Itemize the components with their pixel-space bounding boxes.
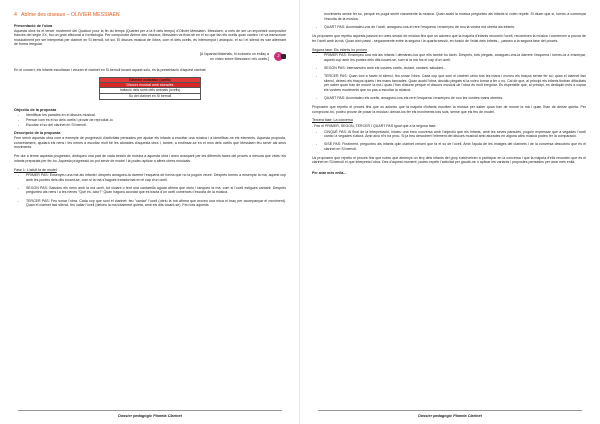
- proposem2-text: Proposem que repetiu el procés fins que us adoneu que la majoria d'infants escolten la música per saber quan han de moure la mà i quan l'han de deixar quieta. Per comprovar-ho, podeu provar de posar la música i deixar-los fer els moviments tots sols, sense que els feu de model.: [312, 105, 586, 114]
- right-page: [300, 0, 600, 424]
- video-reference: [14, 51, 286, 62]
- list-item: - TERCER PAS: Quan toni a haver-hi silenci, feu sonar l'obra. Cada cop que soni el clarinet obriu tots les mans i moveu els braços sense fer so; quan el clarinet faci silenci, deixeu els braços quiets i les mans tancades. Quan acabi l'obra, decidiu plegats si la voleu tornar a fer o no. Cal dir que, al principi els infants tindran dificultats per saber quan han de moure la mà i quan l'han d'aturar perquè el discurs musical de l'obra és molt irregular. És esperable que, al principi, es dediquin més a copiar els vostres moviments que no pas a escoltar la música.: [312, 74, 586, 92]
- descripcio-paragraph-1: Fem servir aquesta obra com a exemple de progressió d'activitats pensades per ajudar els infants a escoltar una música i a identificar-ne els elements. Aquesta proposta, concretament, ajudarà els nens i les nenes a escoltar molt bé les aturades d'aquesta obra i, també, a endinsar-se en el món dels ocells que Messiaen féu servir als seus moviments.: [14, 136, 286, 150]
- list-item: - Escoltar el so del clarinet en Si bemoll.: [14, 123, 286, 128]
- fase3-list: [312, 130, 586, 152]
- fase1-list: [14, 173, 286, 207]
- left-footer: Dossier pedagògic Planeta Clarinet: [118, 414, 182, 418]
- video-reference-text: [200, 52, 269, 61]
- fase3-label: Tercera fase: La conversa: [312, 118, 353, 123]
- descripcio-paragraph-2: Per dur a terme aquesta progressió, dediqueu una part de cada sessió de música a aquesta obra i aneu avançant per les diferents fases del procés a mesura que veieu els infants preparats per fer-ho. Aquesta progressió us pot servir de model i la podeu aplicar a altres obres musicals.: [14, 154, 286, 163]
- table-row: Imitació dels sons dels animals (ocells): [100, 88, 200, 93]
- music-video-icon[interactable]: ♪: [273, 51, 286, 62]
- list-item: - Pensar com és el so dels ocells i provar de reproduir-lo.: [14, 118, 286, 123]
- section-title: [14, 12, 286, 18]
- fase2-list: [312, 53, 586, 100]
- video-reference-line1: [A l'apartat Materials, hi trobareu un enllaç a: [199, 52, 269, 57]
- list-item: - QUART PAS: Acomiadeu-vos de l'ocell, amagueu-vos-el rere l'esquena i ensenyeu de nou la vostra mà oberta als infants.: [312, 25, 586, 30]
- per-anar-heading: Per anar més enllà...: [312, 170, 347, 175]
- proposem-text: Us proposem que repetiu aquests passos en unes sessió de música fins que us adoneu que la majoria d'infants reconeix l'ocell, reconeixen la música i comencen a provar de fer l'ocell amb la mà. Quan això passi - seguramente entre la segona i la quarta sessió, en funció de l'edat dels infants -, passeu a la segona fase del procés.: [312, 34, 586, 43]
- concert-text: En el concert, els infants escoltaran i veuran el clarinet en Si bemoll tocant aquest solo, és la presentació d'aquest clarinet.: [14, 68, 207, 73]
- list-item: - SEGON PAS: Intercanvieu amb els vostres ocells, xiulant, cantant, saludant...: [312, 66, 586, 71]
- video-reference-line2: un vídeo sobre Messiaen i els ocells.]: [210, 56, 269, 61]
- list-item: - SEGON PAS: Saludeu els nens amb la mà ocell, tot xiulant o fent una cantarella aguda afirma que obriu i tanqueu la mà, com si l'ocell estigués cantant. Després pregunteu als nens i a les nenes "Què és, això?" Quan hagueu acordat que es tracta d'un ocell comenceu l'escolta de la música.: [14, 186, 286, 195]
- list-item: - PRIMER PAS: Ensenyeu una mà als infants i demaneu-los que ells també ho facin. Després, tots plegats, amagueu-vos-la darrere l'esquena i torneu-la a ensenyar, aquest cop amb les puntes dels dits tocant-se, com si la mà fos el cap d'un ocell.: [312, 53, 586, 62]
- section-number: 4: [14, 12, 17, 18]
- list-item: - CINQUÈ PAS: Al final de la interpretació, inicieu una breu conversa amb l'objectiu que els infants, amb les seves paraules, puguin expressar que a vegades l'ocell canta i a vegades s'atura. Amb això n'hi ha prou. Si ja heu descobert l'element del discurs musical amb aturades en alguna altra música podeu fer la comparació.: [312, 130, 586, 139]
- fase2-label: Segona fase: Els infants ho proven: [312, 47, 368, 52]
- footer-divider: [18, 410, 282, 411]
- section-title-text: Abîme des oiseaux – OLIVIER MESSIAEN: [21, 12, 120, 18]
- right-footer: Dossier pedagògic Planeta Clarinet: [418, 414, 482, 418]
- objectius-heading: Objectiu de la proposta: [14, 107, 57, 112]
- objectius-list: [14, 113, 286, 127]
- table-row: So del clarinet en Si bemoll: [100, 94, 200, 99]
- list-item: - PRIMER PAS: Ensenyeu una mà als infants i després amagueu-la darrere l'esquena de forma que no la puguin veure. Després torneu a ensenyar la mà, aquest cop amb les puntes dels dits tocant-se, com si la mà s'hagués transformat en el cap d'un ocell.: [14, 173, 286, 182]
- list-item: - SISÈ PAS: Finalment, pregunteu als infants quin clarinet creuen que fa el so de l'ocell. Amb l'ajuda de les imatges del clarinets i de la conversa descobriu que és el clarinet en Si bemoll.: [312, 142, 586, 151]
- descripcio-heading: Descripció de la proposta: [14, 131, 61, 136]
- fase1-label: Fase 1: L'adult fa de model: [14, 167, 57, 172]
- table-row: Discurs musical amb aturades: [100, 83, 200, 88]
- presentacio-text: Aquesta obra és el tercer moviment del Quatuor pour la fin du temps (Quartet per a la fi dels temps) d'Olivier Messiaen. Messiaen, a més de ser un important compositor francès del segle XX, fou un gran aficionat a l'ornitologia. Per compondre Abîme des oiseaux, Messiaen va fixar-se en el so que fan els ocells quan canten i el va transcriure musicalment per ser interpretat per clarinet en Si bemoll, tot sol. El discurs musical de l'obra, com el dels ocells, és interromput i anàrquic, el so i el silenci es van alternant de forma irregular.: [14, 28, 286, 47]
- footer-divider-right: [318, 410, 582, 411]
- quart-pas-list: [312, 25, 586, 30]
- elements-table: [99, 77, 201, 100]
- closing-text: Us proposem que repetiu el procés fins que noteu que almenys un terç dels infants del grup s'atreveixen a participar en la conversa i que la majoria d'ells recorden que és el clarinet en Si bemoll el que interpreta l'obra. Des d'aquest moment, podeu repetir l'activitat per gaudir-ne o aplicar les variants i propostes pensades per anar més enllà.: [312, 155, 586, 165]
- fase3-intro: - Feu el PRIMER, SEGON, TERCER I QUART PAS igual que a la segona fase.: [312, 124, 437, 129]
- list-item: - QUART PAS: Acomiadeu els ocells, amagueu-vos-els rere l'esquena i ensenyeu de nou les vostres mans obertes.: [312, 96, 586, 101]
- continued-text: moviments sense fer so, perquè es pugui sentir claramente la música. Quan acabi la música pregunteu als infants si volen repetir. Si diuen que sí, torneu a començar l'escolta de la música.: [324, 12, 586, 21]
- table-row: Element motivador (ocells): [100, 78, 200, 83]
- list-item: - Identificar les parades en el discurs musical.: [14, 113, 286, 118]
- list-item: - TERCER PAS: Feu sonar l'obra. Cada cop que soni el clarinet: feu "cantar" l'ocell (obriu la mà afirma que moveu una mica el braç per acompanyar el moviment). Quan el clarinet faci silenci, feu callar l'ocell (deixeu la mà totalment quieta, amb els dits tocant-se). Feu tots aquests: [14, 199, 286, 208]
- presentacio-heading: Presentació de l'obra: [14, 24, 53, 28]
